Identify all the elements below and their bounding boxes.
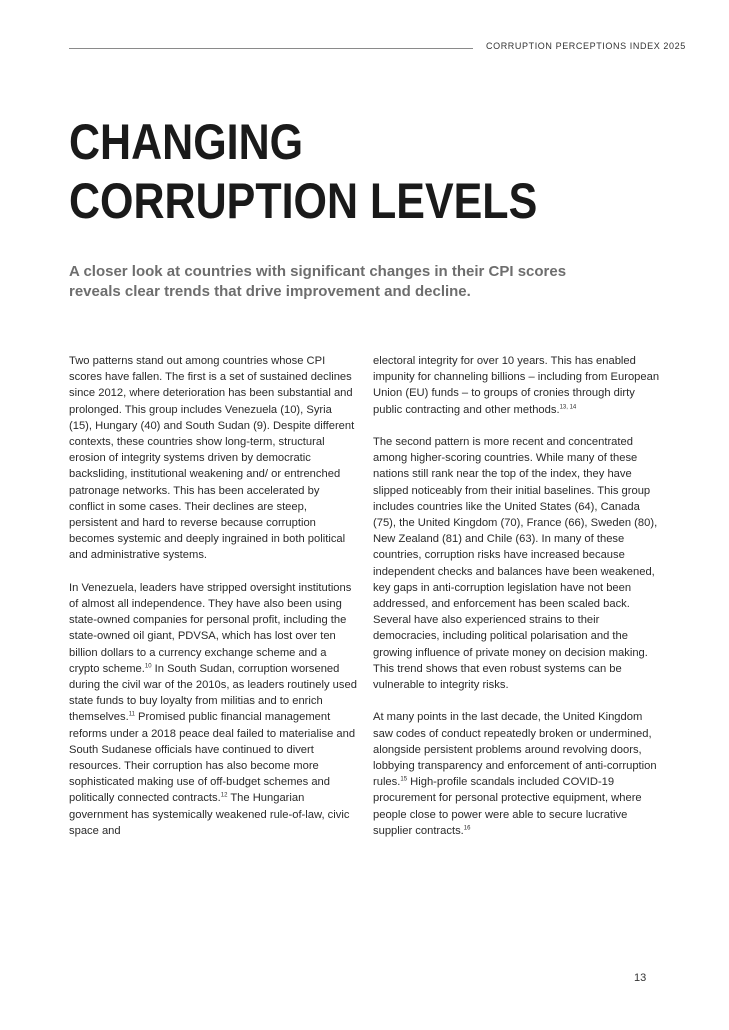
body-paragraph bbox=[373, 353, 661, 418]
title-line-2: CORRUPTION LEVELS bbox=[69, 173, 538, 229]
paragraph-text: In Venezuela, leaders have stripped oversight institutions of almost all independence. They have also been using state-owned companies for personal profit, including the state-owned oil giant, PDVSA, which has lost over ten billion dollars to a currency exchange scheme and a crypto scheme. bbox=[69, 581, 352, 675]
title-line-1: CHANGING bbox=[69, 114, 304, 170]
footnote-ref[interactable]: 10 bbox=[144, 663, 152, 670]
paragraph-text: At many points in the last decade, the United Kingdom saw codes of conduct repeatedly broken or undermined, alongside persistent problems around revolving doors, lobbying transparency and enforcement of anti-corruption rules. bbox=[373, 711, 657, 789]
footnote-ref[interactable]: 12 bbox=[220, 792, 228, 799]
body-paragraph bbox=[69, 580, 357, 839]
footnote-ref[interactable]: 11 bbox=[128, 711, 135, 718]
paragraph-text: Promised public financial management reforms under a 2018 peace deal failed to materialise and South Sudanese officials have continued to divert resources. Their corruption has also become more sophisticated making use of off-budget schemes and politically connected contracts. bbox=[69, 711, 356, 805]
body-column-left bbox=[69, 353, 357, 855]
body-paragraph bbox=[373, 709, 661, 839]
paragraph-text: The Hungarian government has systemically weakened rule-of-law, civic space and bbox=[69, 792, 350, 837]
footnote-ref[interactable]: 13, 14 bbox=[559, 403, 577, 410]
body-column-right bbox=[373, 353, 661, 855]
paragraph-text: High-profile scandals included COVID-19 procurement for personal protective equipment, where people close to power were able to secure lucrative supplier contracts. bbox=[373, 776, 642, 837]
page-subtitle: A closer look at countries with significant changes in their CPI scores reveals clear trends that drive improvement and decline. bbox=[69, 263, 567, 300]
footnote-ref[interactable]: 16 bbox=[463, 825, 471, 832]
header-rule bbox=[69, 48, 473, 49]
running-header: CORRUPTION PERCEPTIONS INDEX 2025 bbox=[486, 41, 686, 51]
footnote-ref[interactable]: 15 bbox=[400, 776, 408, 783]
page-title bbox=[69, 113, 537, 231]
page-number: 13 bbox=[634, 972, 647, 984]
body-paragraph: The second pattern is more recent and concentrated among higher-scoring countries. While many of these nations still rank near the top of the index, they have slipped noticeably from their initial baselines. This group includes countries like the United States (64), Canada (75), the United Kingdom (70), France (66), Sweden (80), New Zealand (81) and Chile (63). In many of these countries, corruption risks have increased because independent checks and balances have been weakened, key gaps in anti-corruption legislation have not been addressed, and enforcement has been scaled back. Several have also experienced strains to their democracies, including political polarisation and the growing influence of private money on decision making. This trend shows that even robust systems can be vulnerable to integrity risks. bbox=[373, 436, 658, 692]
body-paragraph: Two patterns stand out among countries whose CPI scores have fallen. The first is a set of sustained declines since 2012, where deterioration has been substantial and prolonged. This group includes Venezuela (10), Syria (15), Hungary (40) and South Sudan (9). Despite different contexts, these countries show long-term, structural erosion of integrity systems driven by democratic backsliding, institutional weakening and/ or entrenched patronage networks. This has been accelerated by conflict in some cases. Their declines are steep, persistent and hard to reverse because corruption becomes systemic and deeply ingrained in both political and administrative systems. bbox=[69, 355, 355, 562]
paragraph-text: In South Sudan, corruption worsened during the civil war of the 2010s, as leaders routinely used state funds to buy loyalty from militias and to enrich themselves. bbox=[69, 662, 357, 724]
paragraph-text: electoral integrity for over 10 years. This has enabled impunity for channeling billions – including from European Union (EU) funds – to groups of cronies through dirty public contracting and other methods. bbox=[373, 355, 660, 416]
